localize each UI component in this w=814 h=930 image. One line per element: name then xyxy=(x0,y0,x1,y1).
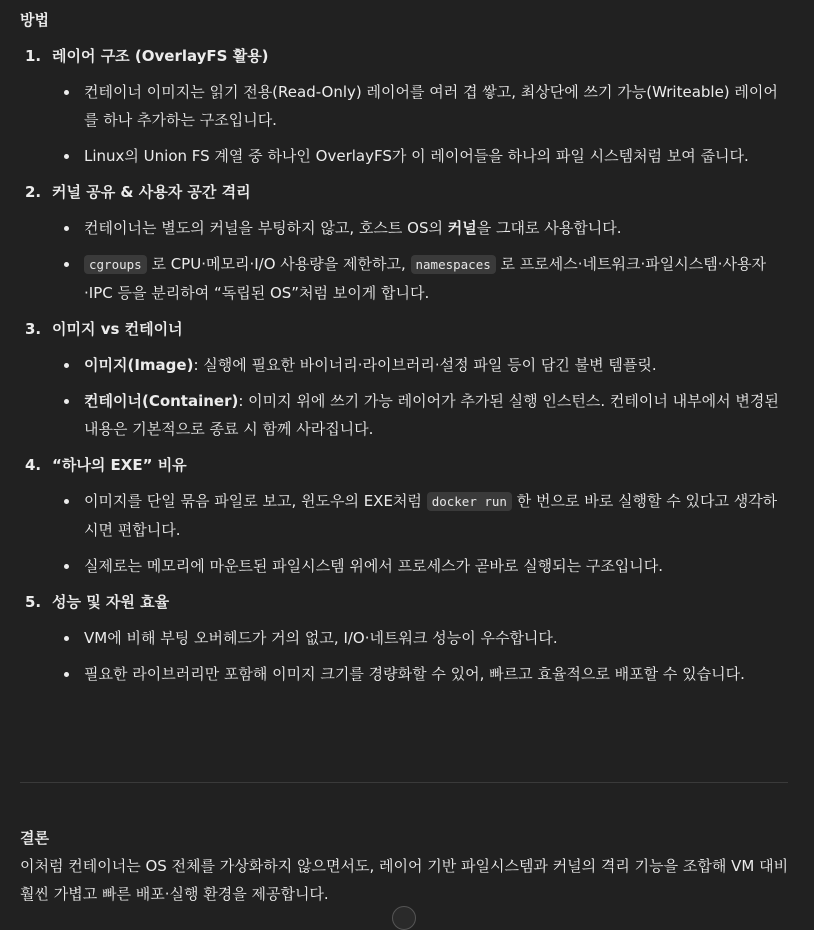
bullet-item xyxy=(20,351,790,379)
conclusion-body: 이처럼 컨테이너는 OS 전체를 가상화하지 않으면서도, 레이어 기반 파일시스템과 커널의 격리 기능을 조합해 VM 대비 훨씬 가볍고 빠른 배포·실행 환경을 제공합니다. xyxy=(20,857,789,903)
step-title xyxy=(20,178,790,206)
step-number: 5. xyxy=(25,593,42,611)
step-title xyxy=(20,42,790,70)
step-title xyxy=(20,315,790,343)
bullet-text: 한 번으로 바로 실행할 수 있다고 생각하시면 편합니다. xyxy=(84,492,778,539)
bullet-text: 컨테이너 이미지는 읽기 전용(Read-Only) 레이어를 여러 겹 쌓고, 최상단에 쓰기 가능(Writeable) 레이어를 하나 추가하는 구조입니다. xyxy=(84,83,778,129)
step-number: 3. xyxy=(25,320,42,338)
step-number: 2. xyxy=(25,183,42,201)
step-title xyxy=(20,451,790,479)
step-item xyxy=(20,315,790,443)
step-item xyxy=(20,451,790,580)
step-title xyxy=(20,588,790,616)
step-number: 1. xyxy=(25,47,42,65)
inline-code: namespaces xyxy=(411,255,496,274)
bullet-text: : 이미지 위에 쓰기 가능 레이어가 추가된 실행 인스턴스. 컨테이너 내부에서 변경된 내용은 기본적으로 종료 시 함께 사라집니다. xyxy=(84,392,779,438)
bullet-text: : 실행에 필요한 바이너리·라이브러리·설정 파일 등이 담긴 불변 템플릿. xyxy=(193,356,657,374)
bullet-text: 컨테이너는 별도의 커널을 부팅하지 않고, 호스트 OS의 xyxy=(84,219,448,237)
bullet-list xyxy=(20,214,790,307)
step-number: 4. xyxy=(25,456,42,474)
bullet-item xyxy=(20,214,790,242)
bold-text: 이미지(Image) xyxy=(84,356,194,374)
step-item xyxy=(20,178,790,307)
bold-text: 커널 xyxy=(447,219,477,237)
step-title-text: 성능 및 자원 효율 xyxy=(52,593,170,611)
bold-text: 컨테이너(Container) xyxy=(84,392,239,410)
bullet-text: 을 그대로 사용합니다. xyxy=(476,219,622,237)
bullet-text: 이미지를 단일 묶음 파일로 보고, 윈도우의 EXE처럼 xyxy=(84,492,427,510)
step-item xyxy=(20,588,790,688)
bullet-item xyxy=(20,78,790,134)
message-content xyxy=(20,6,790,688)
bullet-text: 로 CPU·메모리·I/O 사용량을 제한하고, xyxy=(146,255,411,273)
bullet-item xyxy=(20,487,790,544)
conclusion-section xyxy=(20,824,790,908)
section-title: 방법 xyxy=(20,11,49,29)
bullet-text: 로 프로세스·네트워크·파일시스템·사용자·IPC 등을 분리하여 “독립된 OS”처럼 보이게 합니다. xyxy=(84,255,766,302)
bullet-item xyxy=(20,250,790,307)
bullet-text: Linux의 Union FS 계열 중 하나인 OverlayFS가 이 레이어들을 하나의 파일 시스템처럼 보여 줍니다. xyxy=(84,147,749,165)
step-item xyxy=(20,42,790,170)
bullet-item xyxy=(20,387,790,443)
steps-list xyxy=(20,42,790,688)
bullet-item xyxy=(20,624,790,652)
inline-code: docker run xyxy=(427,492,512,511)
bullet-text: 필요한 라이브러리만 포함해 이미지 크기를 경량화할 수 있어, 빠르고 효율적으로 배포할 수 있습니다. xyxy=(84,665,745,683)
bullet-item xyxy=(20,552,790,580)
inline-code: cgroups xyxy=(84,255,147,274)
step-title-text: 이미지 vs 컨테이너 xyxy=(52,320,183,338)
step-title-text: 레이어 구조 (OverlayFS 활용) xyxy=(52,47,269,65)
bullet-list xyxy=(20,624,790,688)
bullet-text: VM에 비해 부팅 오버헤드가 거의 없고, I/O·네트워크 성능이 우수합니다. xyxy=(84,629,558,647)
scroll-down-button[interactable] xyxy=(392,906,416,930)
bullet-item xyxy=(20,660,790,688)
conclusion-title: 결론 xyxy=(20,829,49,847)
bullet-text: 실제로는 메모리에 마운트된 파일시스템 위에서 프로세스가 곧바로 실행되는 구조입니다. xyxy=(84,557,664,575)
bullet-list xyxy=(20,78,790,170)
divider xyxy=(20,782,788,783)
bullet-item xyxy=(20,142,790,170)
bullet-list xyxy=(20,351,790,443)
step-title-text: 커널 공유 & 사용자 공간 격리 xyxy=(52,183,251,201)
bullet-list xyxy=(20,487,790,580)
step-title-text: “하나의 EXE” 비유 xyxy=(52,456,187,474)
